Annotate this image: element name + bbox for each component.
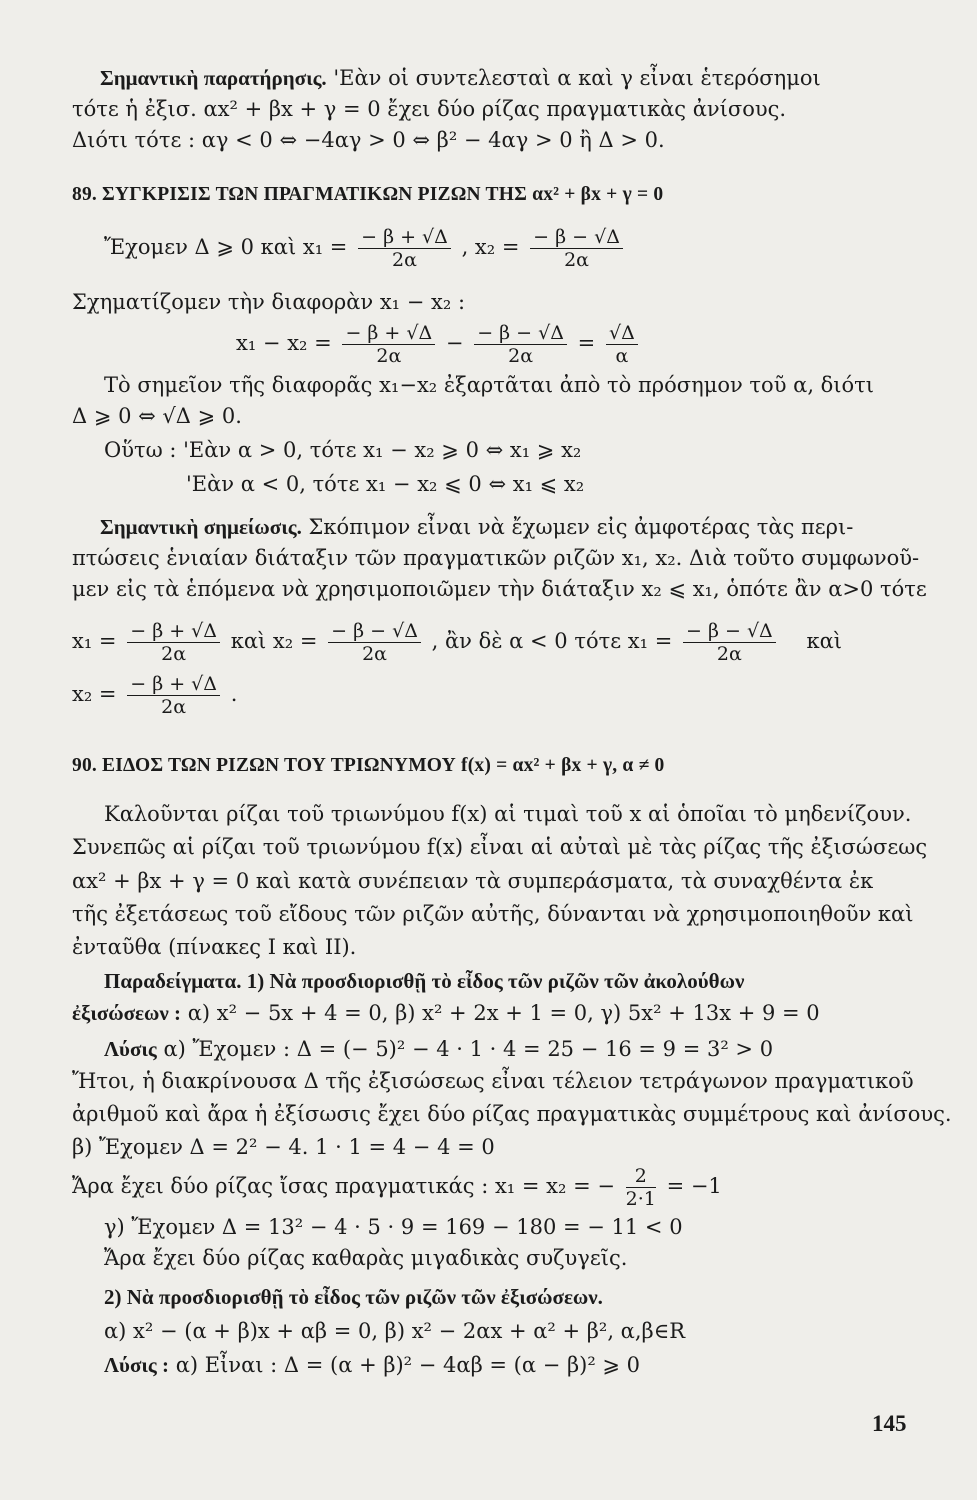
diff-result: $\frac{√\Delta}{\alpha}$: [606, 322, 638, 367]
neg-x2-line: x₂ = $\frac{- \beta + √\Delta}{2\alpha}$ .: [72, 673, 238, 718]
solution-a-line-3: ἀριθμοῦ καὶ ἄρα ἡ ἐξίσωσις ἔχει δύο ρίζας πραγματικὰς συμμέτρους καὶ ἀνίσους.: [72, 1102, 952, 1126]
note-line-1: [100, 513, 853, 541]
remark-line-1: [100, 64, 821, 92]
note-title: Σημαντικὴ σημείωσις.: [100, 515, 302, 539]
s90-para-5: ἐνταῦθα (πίνακες Ι καὶ ΙΙ).: [72, 935, 357, 959]
pos-x2-fraction: $\frac{- \beta - √\Delta}{2\alpha}$: [328, 620, 421, 665]
solution-label: Λύσις: [104, 1037, 157, 1061]
solution-a: Λύσις α) Ἔχομεν : Δ = (− 5)² − 4 · 1 · 4 = 25 − 16 = 9 = 3² > 0: [104, 1037, 774, 1061]
diff-lhs: x₁ − x₂ =: [236, 331, 332, 355]
neg-x1-fraction: $\frac{- \beta - √\Delta}{2\alpha}$: [683, 620, 776, 665]
remark-line-2: τότε ἡ ἐξισ. αx² + βx + γ = 0 ἔχει δύο ρίζας πραγματικὰς ἀνίσους.: [72, 97, 787, 121]
remark-line-3: Διότι τότε : αγ < 0 ⇔ −4αγ > 0 ⇔ β² − 4αγ > 0 ἢ Δ > 0.: [72, 128, 665, 152]
equal-root-fraction: $\frac{2}{2\cdot 1}$: [625, 1165, 656, 1210]
s90-para-1: Καλοῦνται ρίζαι τοῦ τριωνύμου f(x) αἱ τιμαὶ τοῦ x αἱ ὁποῖαι τὸ μηδενίζουν.: [104, 802, 912, 826]
s90-para-2: Συνεπῶς αἱ ρίζαι τοῦ τριωνύμου f(x) εἶναι αἱ αὐταὶ μὲ τὰς ρίζας τῆς ἐξισώσεως: [72, 835, 928, 859]
neg-x2-fraction: $\frac{- \beta + √\Delta}{2\alpha}$: [127, 673, 220, 718]
x2-fraction: [530, 226, 623, 271]
solution-a-line-2: Ἤτοι, ἡ διακρίνουσα Δ τῆς ἐξισώσεως εἶναι τέλειον τετράγωνον πραγματικοῦ: [72, 1069, 914, 1093]
sign-line-2: Δ ⩾ 0 ⇔ √Δ ⩾ 0.: [72, 404, 242, 428]
section-89-heading: 89. ΣΥΓΚΡΙΣΙΣ ΤΩΝ ΠΡΑΓΜΑΤΙΚΩΝ ΡΙΖΩΝ ΤΗΣ αx² + βx + γ = 0: [72, 184, 664, 205]
x1-denominator: 2α: [392, 249, 417, 271]
examples-equations: ἐξισώσεων : α) x² − 5x + 4 = 0, β) x² + 2x + 1 = 0, γ) 5x² + 13x + 9 = 0: [72, 1001, 820, 1025]
ordered-roots-line: x₁ = $\frac{- \beta + √\Delta}{2\alpha}$ καὶ x₂ = $\frac{- \beta - √\Delta}{2\alpha}$ , ἂν δὲ α < 0 τότε x₁ = $\frac{- \beta - √\Delta}{2\alpha}$ καὶ: [72, 620, 843, 665]
difference-line: Σχηματίζομεν τὴν διαφορὰν x₁ − x₂ :: [72, 290, 466, 314]
difference-formula: [236, 322, 642, 367]
s90-para-3: αx² + βx + γ = 0 καὶ κατὰ συνέπειαν τὰ συμπεράσματα, τὰ συναχθέντα ἐκ: [72, 869, 874, 893]
examples-title: Παραδείγματα. 1) Νὰ προσδιορισθῇ τὸ εἶδος τῶν ριζῶν τῶν ἀκολούθων: [104, 969, 745, 993]
solution-c: γ) Ἔχομεν Δ = 13² − 4 · 5 · 9 = 169 − 180 = − 11 < 0: [104, 1215, 683, 1239]
remark-text-1: 'Εὰν οἱ συντελεσταὶ α καὶ γ εἶναι ἑτερόσημοι: [333, 66, 821, 90]
section-90-heading: 90. ΕΙΔΟΣ ΤΩΝ ΡΙΖΩΝ ΤΟΥ ΤΡΙΩΝΥΜΟΥ f(x) = αx² + βx + γ, α ≠ 0: [72, 755, 665, 776]
solution-b: β) Ἔχομεν Δ = 2² − 4. 1 · 1 = 4 − 4 = 0: [72, 1135, 495, 1159]
thus-line-1: Οὕτω : 'Εὰν α > 0, τότε x₁ − x₂ ⩾ 0 ⇔ x₁ ⩾ x₂: [104, 438, 582, 462]
thus-line-2: 'Εὰν α < 0, τότε x₁ − x₂ ⩽ 0 ⇔ x₁ ⩽ x₂: [186, 472, 585, 496]
sign-line-1: Τὸ σημεῖον τῆς διαφορᾶς x₁−x₂ ἐξαρτᾶται ἀπὸ τὸ πρόσημον τοῦ α, διότι: [104, 373, 875, 397]
note-line-2: πτώσεις ἑνιαίαν διάταξιν τῶν πραγματικῶν ριζῶν x₁, x₂. Διὰ τοῦτο συμφωνοῦ-: [72, 546, 920, 570]
diff-frac-2: $\frac{- \beta - √\Delta}{2\alpha}$: [474, 322, 567, 367]
page-number: 145: [872, 1411, 907, 1436]
note-text-1: Σκόπιμον εἶναι νὰ ἔχωμεν εἰς ἀμφοτέρας τὰς περι-: [308, 515, 854, 539]
minus-sign: −: [445, 331, 464, 355]
x1-fraction: [358, 226, 451, 271]
s90-para-4: τῆς ἐξετάσεως τοῦ εἴδους τῶν ριζῶν αὐτῆς, δύνανται νὰ χρησιμοποιηθοῦν καὶ: [72, 902, 914, 926]
note-line-3: μεν εἰς τὰ ἑπόμενα νὰ χρησιμοποιῶμεν τὴν διάταξιν x₂ ⩽ x₁, ὁπότε ἂν α>0 τότε: [72, 577, 927, 601]
x1-numerator: − β + √Δ: [358, 226, 451, 249]
x2-denominator: 2α: [564, 249, 589, 271]
diff-frac-1: $\frac{- \beta + √\Delta}{2\alpha}$: [342, 322, 435, 367]
x2-numerator: − β − √Δ: [530, 226, 623, 249]
roots-definition: [104, 226, 627, 271]
example-2-title: 2) Νὰ προσδιορισθῇ τὸ εἶδος τῶν ριζῶν τῶν ἐξισώσεων.: [104, 1285, 603, 1309]
example-2-equations: α) x² − (α + β)x + αβ = 0, β) x² − 2αx + α² + β², α,β∈R: [104, 1319, 686, 1343]
solution-b-line-2: Ἄρα ἔχει δύο ρίζας ἴσας πραγματικάς : x₁ = x₂ = − $\frac{2}{2\cdot 1}$ = −1: [72, 1165, 722, 1210]
equals-sign: =: [577, 331, 596, 355]
solution-c-line-2: Ἄρα ἔχει δύο ρίζας καθαρὰς μιγαδικὰς συζυγεῖς.: [104, 1246, 628, 1270]
pos-x1-fraction: $\frac{- \beta + √\Delta}{2\alpha}$: [127, 620, 220, 665]
solution-2: Λύσις : α) Εἶναι : Δ = (α + β)² − 4αβ = (α − β)² ⩾ 0: [104, 1353, 641, 1377]
remark-title: Σημαντικὴ παρατήρησις.: [100, 66, 327, 90]
x2-separator: , x₂ =: [461, 235, 520, 259]
have-prefix: Ἔχομεν Δ ⩾ 0 καὶ x₁ =: [104, 235, 348, 259]
